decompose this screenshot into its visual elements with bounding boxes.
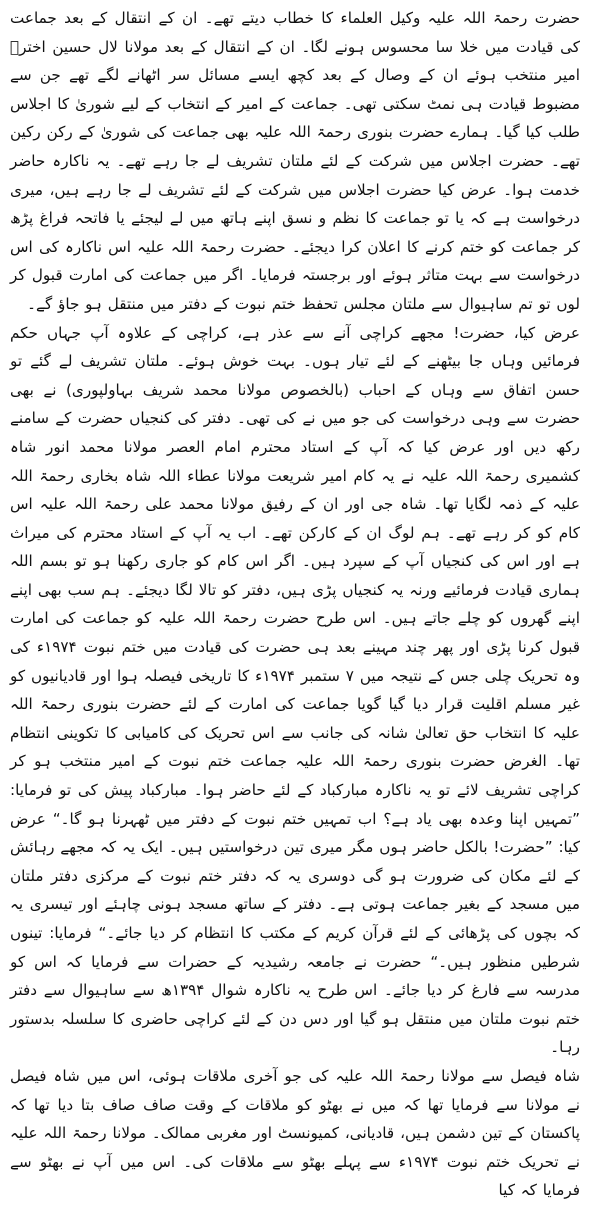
paragraph: عرض کیا، حضرت! مجھے کراچی آنے سے عذر ہے، کراچی کے علاوہ آپ جہاں حکم فرمائیں وہاں جا بیٹھنے کے لئے تیار ہوں۔ بہت خوش ہوئے۔ ملتان تشریف لے گئے تو حسن اتفاق سے وہاں کے احباب (بالخصوص مولانا محمد شریف بہاولپوری) نے بھی حضرت سے وہی درخواست کی جو میں نے کی تھی۔ دفتر کی کنجیاں حضرت کے سامنے رکھ دیں اور عرض کیا کہ آپ کے استاد محترم امام العصر مولانا محمد انور شاہ کشمیری رحمۃ اللہ علیہ نے یہ کام امیر شریعت مولانا عطاء اللہ شاہ بخاری رحمۃ اللہ علیہ کے ذمہ لگایا تھا۔ شاہ جی اور ان کے رفیق مولانا محمد علی رحمۃ اللہ علیہ اس کام کو کر رہے تھے۔ ہم لوگ ان کے کارکن تھے۔ اب یہ آپ کے استاد محترم کی میراث ہے اور اس کی کنجیاں آپ کے سپرد ہیں۔ اگر اس کام کو جاری رکھنا ہو تو بسم اللہ ہماری قیادت فرمائیے ورنہ یہ کنجیاں پڑی ہیں، دفتر کو تالا لگا دیجئے۔ ہم سب بھی اپنے اپنے گھروں کو چلے جاتے ہیں۔ اس طرح حضرت رحمۃ اللہ علیہ کو جماعت کی امارت قبول کرنا پڑی اور پھر چند مہینے بعد ہی حضرت کی قیادت میں ختم نبوت ۱۹۷۴ء کی وہ تحریک چلی جس کے نتیجہ میں ۷ ستمبر ۱۹۷۴ء کا تاریخی فیصلہ ہوا اور قادیانیوں کو غیر مسلم اقلیت قرار دیا گیا گویا جماعت کی امارت کے لئے حضرت بنوری رحمۃ اللہ علیہ کا انتخاب حق تعالیٰ شانہ کی جانب سے اس تحریک کی کامیابی کا تکوینی انتظام تھا۔ الغرض حضرت بنوری رحمۃ اللہ علیہ جماعت ختم نبوت کے امیر منتخب ہو کر کراچی تشریف لائے تو یہ ناکارہ مبارکباد کے لئے حاضر ہوا۔ مبارکباد پیش کی تو فرمایا: ”تمہیں اپنا وعدہ بھی یاد ہے؟ اب تمہیں ختم نبوت کے دفتر میں ٹھہرنا ہو گا۔“ عرض کیا: ”حضرت! بالکل حاضر ہوں مگر میری تین درخواستیں ہیں۔ ایک یہ کہ مجھے رہائش کے لئے مکان کی ضرورت ہو گی دوسری یہ کہ دفتر ختم نبوت کے مرکزی دفتر ملتان میں مسجد کے بغیر جماعت ہوتی ہے۔ دفتر کے ساتھ مسجد ہونی چاہئے اور تیسری یہ کہ بچوں کی پڑھائی کے لئے قرآن کریم کے مکتب کا انتظام کر دیا جائے۔“ فرمایا: تینوں شرطیں منظور ہیں۔“ حضرت نے جامعہ رشیدیہ کے حضرات سے فرمایا کہ اس کو مدرسہ سے فارغ کر دیا جائے۔ اس طرح یہ ناکارہ شوال ۱۳۹۴ھ سے ساہیوال سے دفتر ختم نبوت ملتان میں منتقل ہو گیا اور دس دن کے لئے کراچی حاضری کا سلسلہ بدستور رہا۔ (10, 323, 581, 1057)
paragraph: شاہ فیصل سے مولانا رحمۃ اللہ علیہ کی جو آخری ملاقات ہوئی، اس میں شاہ فیصل نے مولانا سے فرمایا تھا کہ میں نے بھٹو کو ملاقات کے وقت صاف صاف بتا دیا تھا کہ پاکستان کے تین دشمن ہیں، قادیانی، کمیونسٹ اور مغربی ممالک۔ مولانا رحمۃ اللہ علیہ نے تحریک ختم نبوت ۱۹۷۴ء سے پہلے بھٹو سے ملاقات کی۔ اس میں آپ نے بھٹو سے فرمایا کہ کیا (10, 1066, 580, 1200)
paragraph: حضرت رحمۃ اللہ علیہ وکیل العلماء کا خطاب دیتے تھے۔ ان کے انتقال کے بعد جماعت کی قیادت میں خلا سا محسوس ہونے لگا۔ ان کے انتقال کے بعد مولانا لال حسین اخترؒ امیر منتخب ہوئے ان کے وصال کے بعد کچھ ایسے مسائل سر اٹھانے لگے تھے جن سے مضبوط قیادت ہی نمٹ سکتی تھی۔ جماعت کے امیر کے انتخاب کے لیے شوریٰ کا اجلاس طلب کیا گیا۔ ہمارے حضرت بنوری رحمۃ اللہ علیہ بھی جماعت کی شوریٰ کے رکن رکین تھے۔ حضرت اجلاس میں شرکت کے لئے ملتان تشریف لے جا رہے تھے۔ یہ ناکارہ حاضر خدمت ہوا۔ عرض کیا حضرت اجلاس میں شرکت کے لئے تشریف لے جا رہے ہیں، میری درخواست ہے کہ یا تو جماعت کا نظم و نسق اپنے ہاتھ میں لے لیجئے یا فاتحہ فراغ پڑھ کر جماعت کو ختم کرنے کا اعلان کرا دیجئے۔ حضرت رحمۃ اللہ علیہ اس ناکارہ کی اس درخواست سے بہت متاثر ہوئے اور برجستہ فرمایا۔ اگر میں جماعت کی امارت قبول کر لوں تو تم ساہیوال سے ملتان مجلس تحفظ ختم نبوت کے دفتر میں منتقل ہو جاؤ گے۔ (10, 9, 580, 313)
